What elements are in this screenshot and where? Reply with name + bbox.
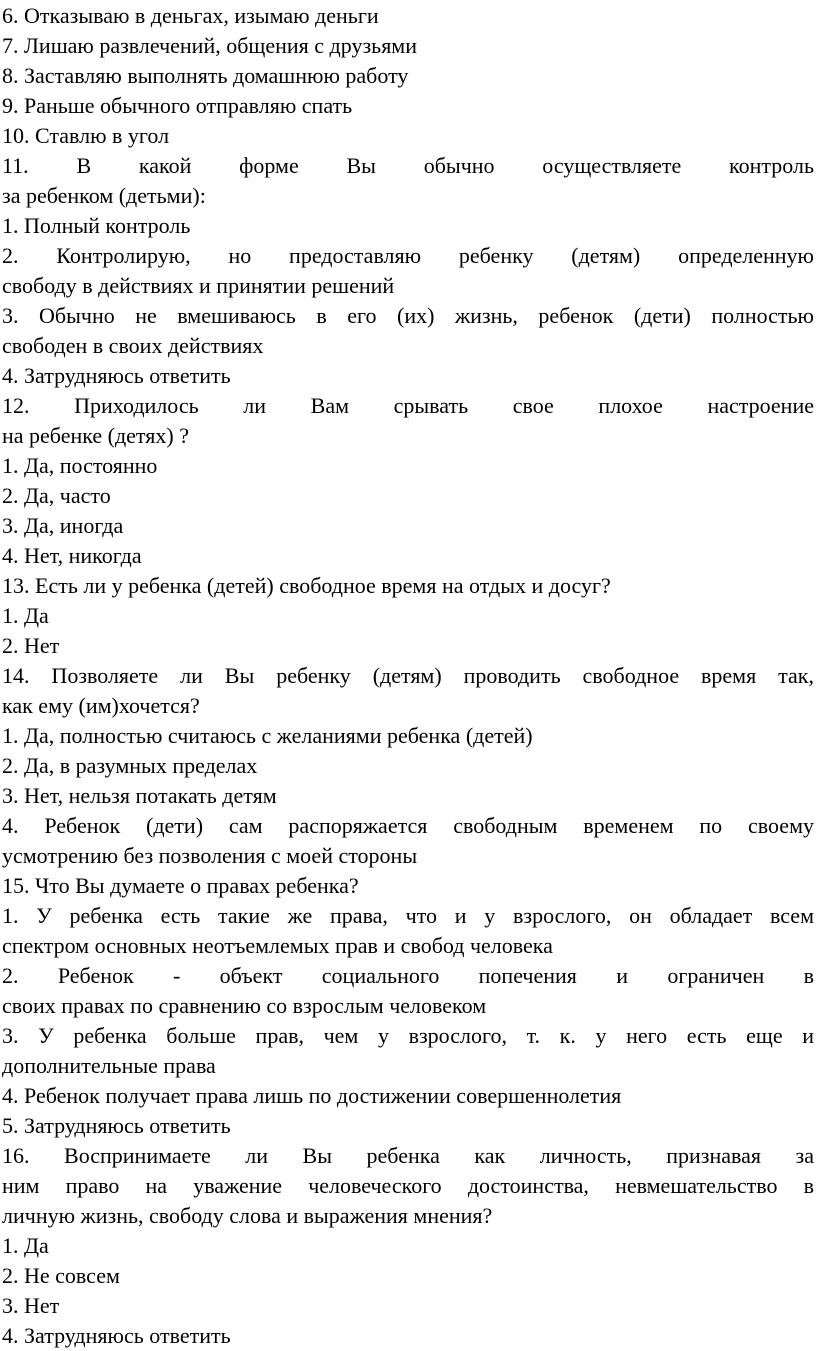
text-line: 4. Ребенок (дети) сам распоряжается свободным временем по своему bbox=[2, 813, 814, 838]
text-line: за ребенком (детьми): bbox=[2, 183, 206, 208]
text-line: 1. Да, полностью считаюсь с желаниями ребенка (детей) bbox=[2, 723, 533, 748]
text-line: 1. Да bbox=[2, 1233, 49, 1258]
text-line: усмотрению без позволения с моей стороны bbox=[2, 843, 418, 868]
text-line: 3. Да, иногда bbox=[2, 513, 124, 538]
text-line: 4. Затрудняюсь ответить bbox=[2, 363, 231, 388]
text-line: 6. Отказываю в деньгах, изымаю деньги bbox=[2, 3, 379, 28]
text-line: 12. Приходилось ли Вам срывать свое плохое настроение bbox=[2, 393, 814, 418]
text-line: ним право на уважение человеческого достоинства, невмешательство в bbox=[2, 1173, 814, 1198]
text-line: дополнительные права bbox=[2, 1053, 216, 1078]
text-line: 2. Не совсем bbox=[2, 1263, 120, 1288]
text-line: личную жизнь, свободу слова и выражения мнения? bbox=[2, 1203, 493, 1228]
text-line: 11. В какой форме Вы обычно осуществляете контроль bbox=[2, 153, 814, 178]
text-line: как ему (им)хочется? bbox=[2, 693, 200, 718]
text-line: 2. Нет bbox=[2, 633, 60, 658]
text-line: 10. Ставлю в угол bbox=[2, 123, 170, 148]
text-line: 4. Нет, никогда bbox=[2, 543, 142, 568]
text-line: 7. Лишаю развлечений, общения с друзьями bbox=[2, 33, 418, 58]
text-line: 13. Есть ли у ребенка (детей) свободное время на отдых и досуг? bbox=[2, 573, 611, 598]
text-line: 1. Да, постоянно bbox=[2, 453, 158, 478]
text-line: свободу в действиях и принятии решений bbox=[2, 273, 395, 298]
text-line: 1. Да bbox=[2, 603, 49, 628]
text-line: на ребенке (детях) ? bbox=[2, 423, 189, 448]
text-line: спектром основных неотъемлемых прав и свобод человека bbox=[2, 933, 553, 958]
text-line: 4. Затрудняюсь ответить bbox=[2, 1323, 231, 1348]
text-line: 15. Что Вы думаете о правах ребенка? bbox=[2, 873, 359, 898]
text-line: 2. Да, в разумных пределах bbox=[2, 753, 258, 778]
text-line: 14. Позволяете ли Вы ребенку (детям) проводить свободное время так, bbox=[2, 663, 814, 688]
text-line: свободен в своих действиях bbox=[2, 333, 264, 358]
text-line: 2. Да, часто bbox=[2, 483, 111, 508]
text-line: 3. Нет bbox=[2, 1293, 60, 1318]
text-line: 8. Заставляю выполнять домашнюю работу bbox=[2, 63, 409, 88]
text-line: своих правах по сравнению со взрослым человеком bbox=[2, 993, 487, 1018]
text-line: 16. Воспринимаете ли Вы ребенка как личность, признавая за bbox=[2, 1143, 814, 1168]
text-line: 4. Ребенок получает права лишь по достижении совершеннолетия bbox=[2, 1083, 622, 1108]
text-line: 2. Ребенок - объект социального попечения и ограничен в bbox=[2, 963, 814, 988]
text-line: 3. У ребенка больше прав, чем у взрослого, т. к. у него есть еще и bbox=[2, 1023, 814, 1048]
text-line: 5. Затрудняюсь ответить bbox=[2, 1113, 231, 1138]
text-line: 3. Обычно не вмешиваюсь в его (их) жизнь, ребенок (дети) полностью bbox=[2, 303, 814, 328]
text-line: 3. Нет, нельзя потакать детям bbox=[2, 783, 277, 808]
text-line: 1. Полный контроль bbox=[2, 213, 191, 238]
text-line: 1. У ребенка есть такие же права, что и у взрослого, он обладает всем bbox=[2, 903, 814, 928]
text-line: 2. Контролирую, но предоставляю ребенку (детям) определенную bbox=[2, 243, 814, 268]
text-line: 9. Раньше обычного отправляю спать bbox=[2, 93, 353, 118]
